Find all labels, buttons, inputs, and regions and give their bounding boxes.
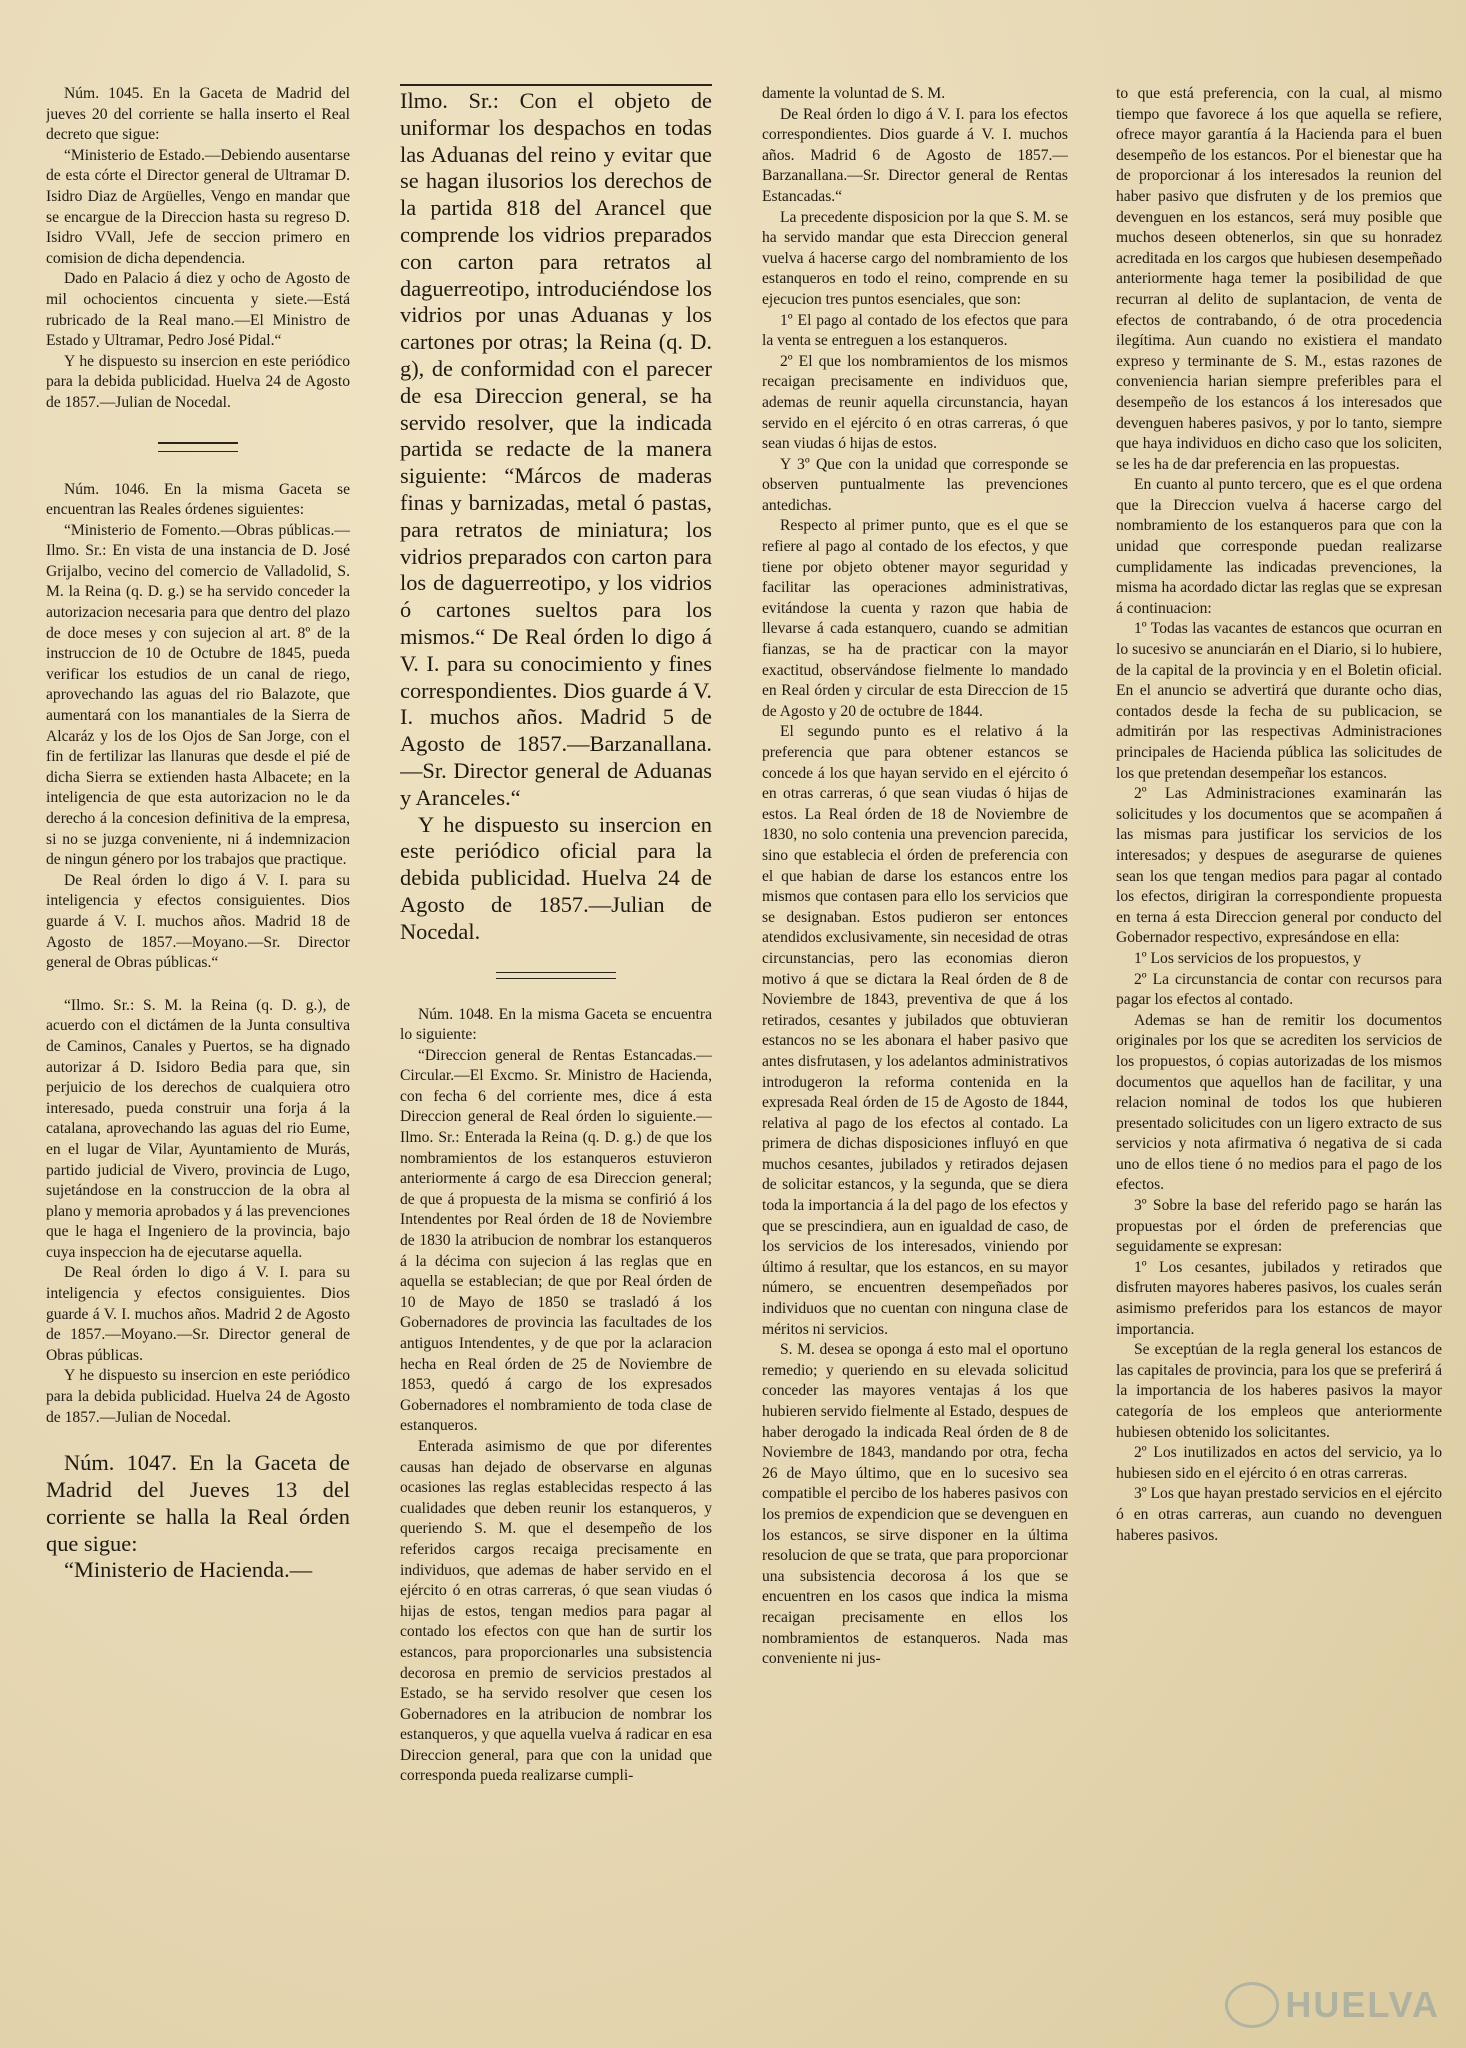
paragraph-large: Ilmo. Sr.: Con el objeto de uniformar los despachos en todas las Aduanas del reino y evitar que se hagan ilusorios los derechos de la partida 818 del Arancel que comprende los vidrios preparados con carton para retratos al daguerreotipo, introduciéndose los vidrios por unas Aduanas y los cartones por otras; la Reina (q. D. g), de conformidad con el parecer de esa Direccion general, se ha servido resolver, que la indicada partida se redacte de la manera siguiente: “Márcos de maderas finas y barnizadas, metal ó pastas, para retratos de miniatura; los vidrios preparados con carton para los de daguerreotipo, y los vidrios ó cartones sueltos para los mismos.“ De Real órden lo digo á V. I. para su conocimiento y fines correspondientes. Dios guarde á V. I. muchos años. Madrid 5 de Agosto de 1857.—Barzanallana.—Sr. Director general de Aduanas y Aranceles.“ xyxy=(400,88,712,810)
paragraph: 1º Los servicios de los propuestos, y xyxy=(1134,949,1362,967)
column-2 xyxy=(400,84,712,1787)
paragraph: “Ilmo. Sr.: S. M. la Reina (q. D. g.), de acuerdo con el dictámen de la Junta consultiva de Caminos, Canales y Puertos, se ha dignado autorizar á D. Isidoro Bedia para que, sin perjuicio de los derechos de cualquiera otro interesado, pueda construir una forja á la catalana, aprovechando las aguas del rio Eume, en el lugar de Vilar, Ayuntamiento de Murás, partido judicial de Vivero, provincia de Lugo, sujetándose en la construccion de la obra al plano y memoria aprobados y á las prevenciones que le haga el Ingeniero de la provincia, bajo cuya inspeccion ha de ejecutarse aquella. xyxy=(46,996,350,1261)
paragraph: De Real órden lo digo á V. I. para su inteligencia y efectos consiguientes. Dios guarde á V. I. muchos años. Madrid 2 de Agosto de 1857.—Moyano.—Sr. Director general de Obras públicas. xyxy=(46,1264,350,1364)
paragraph: “Direccion general de Rentas Estancadas.—Circular.—El Excmo. Sr. Ministro de Hacienda, con fecha 6 del corriente mes, dice á esta Direccion general de Real órden lo siguiente.—Ilmo. Sr.: Enterada la Reina (q. D. g.) de que los nombramientos de los estanqueros estuvieron anteriormente á cargo de esa Direccion general; de que á propuesta de la misma se confirió á los Intendentes por Real órden de 18 de Noviembre de 1830 la atribucion de nombrar los estanqueros á la décima con sujecion á las reglas que en aquella se establecian; de que por Real órden de 10 de Mayo de 1850 se trasladó á los Gobernadores de provincia las facultades de los antiguos Intendentes, y de que por la aclaracion hecha en Real órden de 25 de Noviembre de 1853, quedó á cargo de los expresados Gobernadores el nombramiento de toda clase de estanqueros. xyxy=(400,1046,712,1435)
column-1 xyxy=(46,84,350,1584)
paragraph: 3º Sobre la base del referido pago se harán las propuestas por el órden de preferencias que seguidamente se expresan: xyxy=(1116,1197,1442,1256)
paragraph: 1º El pago al contado de los efectos que para la venta se entreguen a los estanqueros. xyxy=(762,311,1068,350)
section-divider xyxy=(158,442,238,452)
paragraph: De Real órden lo digo á V. I. para los efectos correspondientes. Dios guarde á V. I. muchos años. Madrid 6 de Agosto de 1857.—Barzanallana.—Sr. Director general de Rentas Estancadas.“ xyxy=(762,105,1068,205)
paragraph: 2º Las Administraciones examinarán las solicitudes y los documentos que se acompañen á las mismas para justificar los servicios de los interesados; y despues de asegurarse de quienes sean los que tengan medios para pagar al contado los efectos, dirigiran la correspondiente propuesta en terna á esta Direccion general por conducto del Gobernador respectivo, expresándose en ella: xyxy=(1116,785,1442,947)
watermark-text: HUELVA xyxy=(1285,1984,1440,2025)
paragraph: 2º La circunstancia de contar con recursos para pagar los efectos al contado. xyxy=(1116,970,1442,1009)
paragraph: S. M. desea se oponga á esto mal el oportuno remedio; y queriendo en su elevada solicitud conceder las mayores ventajas á los que hubieren servido fielmente al Estado, despues de haber derogado la indicada Real órden de 8 de Noviembre de 1843, mandando por otra, fecha 26 de Mayo último, que en lo sucesivo sea compatible el percibo de los haberes pasivos con los premios de expendicion que se devenguen en los estancos, se sirve disponer en la última resolucion de que se trata, que para proporcionar una subsistencia decorosa á los que se encuentren en los casos que indica la misma recaigan precisamente en ellos los nombramientos de estanqueros. Nada mas conveniente ni jus- xyxy=(762,1341,1068,1668)
paragraph: Núm. 1046. En la misma Gaceta se encuentran las Reales órdenes siguientes: xyxy=(46,480,350,519)
paragraph: Núm. 1045. En la Gaceta de Madrid del jueves 20 del corriente se halla inserto el Real decreto que sigue: xyxy=(46,85,350,144)
paragraph: “Ministerio de Fomento.—Obras públicas.—Ilmo. Sr.: En vista de una instancia de D. José Grijalbo, vecino del comercio de Valladolid, S. M. la Reina (q. D. g.) se ha servido conceder la autorizacion necesaria para que dentro del plazo de doce meses y con sujecion al art. 8º de la instruccion de 10 de Octubre de 1845, pueda verificar los estudios de un canal de riego, aprovechando las aguas del rio Balazote, que aumentará con los manantiales de la Sierra de Alcaráz y los de los Ojos de San Jorge, con el fin de fertilizar las llanuras que desde el pié de dicha Sierra se extienden hasta Albacete; en la inteligencia de que esta autorizacion no le da derecho á la concesion definitiva de la empresa, si no se juzga conveniente, ni á indemnizacion de ningun género por los trabajos que practique. xyxy=(46,521,350,869)
paragraph: Y 3º Que con la unidad que corresponde se observen puntualmente las prevenciones antedichas. xyxy=(762,455,1068,514)
paragraph: 2º Los inutilizados en actos del servicio, ya lo hubiesen sido en el ejército ó en otras carreras. xyxy=(1116,1444,1442,1482)
section-divider xyxy=(496,972,616,979)
paragraph: Núm. 1048. En la misma Gaceta se encuentra lo siguiente: xyxy=(400,1005,712,1044)
paragraph: Y he dispuesto su insercion en este periódico para la debida publicidad. Huelva 24 de Agosto de 1857.—Julian de Nocedal. xyxy=(46,352,350,411)
paragraph: to que está preferencia, con la cual, al mismo tiempo que favorece á los que aquella se refiere, ofrece mayor garantía á la Hacienda para el buen desempeño de los estancos. Por el bienestar que ha de proporcionar á los interesados la reunion del haber pasivo que disfruten y de los premios que devenguen en los estancos, será muy posible que muchos deseen obtenerlos, sin que su honradez acreditada en los cargos que hubiesen desempeñado anteriormente haga temer la posibilidad de que recurran al delito de suplantacion, de venta de efectos de contrabando, ó de otra procedencia ilegítima. Aun cuando no existiera el mandato expreso y terminante de S. M., estas razones de conveniencia harian siempre preferibles para el desempeño de los estancos á los interesados que devenguen haberes pasivos, y por lo tanto, siempre que haya individuos en dicho caso que los soliciten, se les ha de dar preferencia en las propuestas. xyxy=(1116,85,1442,473)
paragraph: Y he dispuesto su insercion en este periódico para la debida publicidad. Huelva 24 de Agosto de 1857.—Julian de Nocedal. xyxy=(46,1367,350,1426)
paragraph: Enterada asimismo de que por diferentes causas han dejado de observarse en algunas ocasiones las reglas establecidas respecto á las cualidades que deben reunir los estanqueros, y queriendo S. M. que el desempeño de los referidos cargos recaiga precisamente en individuos, que ademas de haber servido en el ejército ó en otras carreras, ó que sean viudas ó hijas de estos, tengan medios para pagar al contado los efectos con que han de surtir los estancos, para proporcionarles una subsistencia decorosa en premio de servicios prestados al Estado, se ha servido resolver que cesen los Gobernadores en la atribucion de nombrar los estanqueros, y que aquella vuelva á radicar en esa Direccion general, para que con la unidad que corresponda pueda realizarse cumpli- xyxy=(400,1437,712,1785)
globe-icon xyxy=(1225,1982,1279,2028)
paragraph-large: “Ministerio de Hacienda.— xyxy=(64,1557,313,1583)
paragraph: 1º Todas las vacantes de estancos que ocurran en lo sucesivo se anunciarán en el Diario, si lo hubiere, de la capital de la provincia y en el Boletin oficial. En el anuncio se advertirá que durante ocho dias, contados desde la fecha de su publicacion, se admitirán por las respectivas Administraciones principales de Hacienda pública las solicitudes de los que pretendan desempeñar los estancos. xyxy=(1116,620,1442,782)
paragraph: Respecto al primer punto, que es el que se refiere al pago al contado de los efectos, y que tiene por objeto obtener mayor seguridad y facilitar las operaciones administrativas, evitándose la cuenta y razon que habia de llevarse á cada estanquero, cuando se admitian fianzas, se ha de practicar con la mayor exactitud, observándose fielmente lo mandado en Real órden y circular de esta Direccion de 15 de Agosto y 20 de octubre de 1844. xyxy=(762,517,1068,720)
paragraph: 1º Los cesantes, jubilados y retirados que disfruten mayores haberes pasivos, los cuales serán asimismo preferidos para los estancos de mayor importancia. xyxy=(1116,1258,1442,1338)
column-3 xyxy=(762,84,1068,1670)
paragraph: 3º Los que hayan prestado servicios en el ejército ó en otras carreras, aun cuando no devenguen haberes pasivos. xyxy=(1116,1485,1442,1544)
paragraph: Se exceptúan de la regla general los estancos de las capitales de provincia, para los que se preferirá á la importancia de los haberes pasivos la mayor categoría de los empleos que anteriormente hubiesen obtenido los solicitantes. xyxy=(1116,1341,1442,1441)
paragraph: 2º El que los nombramientos de los mismos recaigan precisamente en individuos que, ademas de reunir aquella circunstancia, hayan servido en el ejército ó en otras carreras, ó que sean viudas ó hijas de estos. xyxy=(762,352,1068,453)
watermark xyxy=(1225,1982,1440,2028)
paragraph: En cuanto al punto tercero, que es el que ordena que la Direccion vuelva á hacerse cargo del nombramiento de los estanqueros para que con la unidad que corresponde puedan realizarse cumplidamente las indicadas prevenciones, la misma ha acordado dictar las reglas que se expresan á continuacion: xyxy=(1116,476,1442,617)
paragraph: El segundo punto es el relativo á la preferencia que para obtener estancos se concede á los que hayan servido en el ejército ó en otras carreras, ó que sean viudas ó hijas de estos. La Real órden de 18 de Noviembre de 1830, no solo contenia una prevencion parecida, sino que establecia el órden de preferencia con el que habian de darse los estancos entre los mismos que contasen para ello los servicios que se designaban. Estos pudieron ser entonces atendidos exclusivamente, sin necesidad de otras circunstancias, pero las economias dieron motivo á que se dictara la Real órden de 8 de Noviembre de 1843, preventiva de que á los retirados, cesantes y jubilados que obtuvieran estancos no se les abonara el haber pasivo que antes disfrutasen, y los adelantos administrativos introdugeron la reforma contenida en la expresada Real órden de 15 de Agosto de 1844, relativa al pago de los efectos al contado. La primera de dichas disposiciones influyó en que muchos cesantes, jubilados y retirados dejasen de solicitar estancos, y la segunda, que se diera toda la importancia á la del pago de los efectos y que se prescindiera, aun en igualdad de caso, de los servicios de los interesados, viniendo por último á resultar, que los estancos, en su mayor número, se encuentren desempeñados por individuos que no cuentan con ninguna clase de méritos ni servicios. xyxy=(762,723,1068,1338)
paragraph-large: Núm. 1047. En la Gaceta de Madrid del Jueves 13 del corriente se halla la Real órden que sigue: xyxy=(46,1450,350,1556)
paragraph-large: Y he dispuesto su insercion en este periódico oficial para la debida publicidad. Huelva 24 de Agosto de 1857.—Julian de Nocedal. xyxy=(400,811,712,944)
paragraph: La precedente disposicion por la que S. M. se ha servido mandar que esta Direccion general vuelva á hacerse cargo del nombramiento de los estanqueros en todo el reino, comprende en su ejecucion tres puntos esenciales, que son: xyxy=(762,208,1068,308)
paragraph: Dado en Palacio á diez y ocho de Agosto de mil ochocientos cincuenta y siete.—Está rubricado de la Real mano.—El Ministro de Estado y Ultramar, Pedro José Pidal.“ xyxy=(46,270,350,350)
paragraph: Ademas se han de remitir los documentos originales por los que se acrediten los servicios de los propuestos, ó copias autorizadas de los mismos documentos que aquellos han de facilitar, y una relacion nominal de todos los que hubieren presentado solicitudes con un ligero extracto de sus servicios y nota afirmativa ó negativa de si cada uno de ellos tiene ó no medios para el pago de los efectos. xyxy=(1116,1011,1442,1194)
column-4 xyxy=(1116,84,1442,1546)
paragraph: damente la voluntad de S. M. xyxy=(762,85,946,102)
paragraph: “Ministerio de Estado.—Debiendo ausentarse de esta córte el Director general de Ultramar D. Isidro Diaz de Argüelles, Vengo en mandar que se encargue de la Direccion hasta su regreso D. Isidro VVall, Jefe de seccion primero en comision de dicha dependencia. xyxy=(46,146,350,267)
paragraph: De Real órden lo digo á V. I. para su inteligencia y efectos consiguientes. Dios guarde á V. I. muchos años. Madrid 18 de Agosto de 1857.—Moyano.—Sr. Director general de Obras públicas.“ xyxy=(46,871,350,972)
